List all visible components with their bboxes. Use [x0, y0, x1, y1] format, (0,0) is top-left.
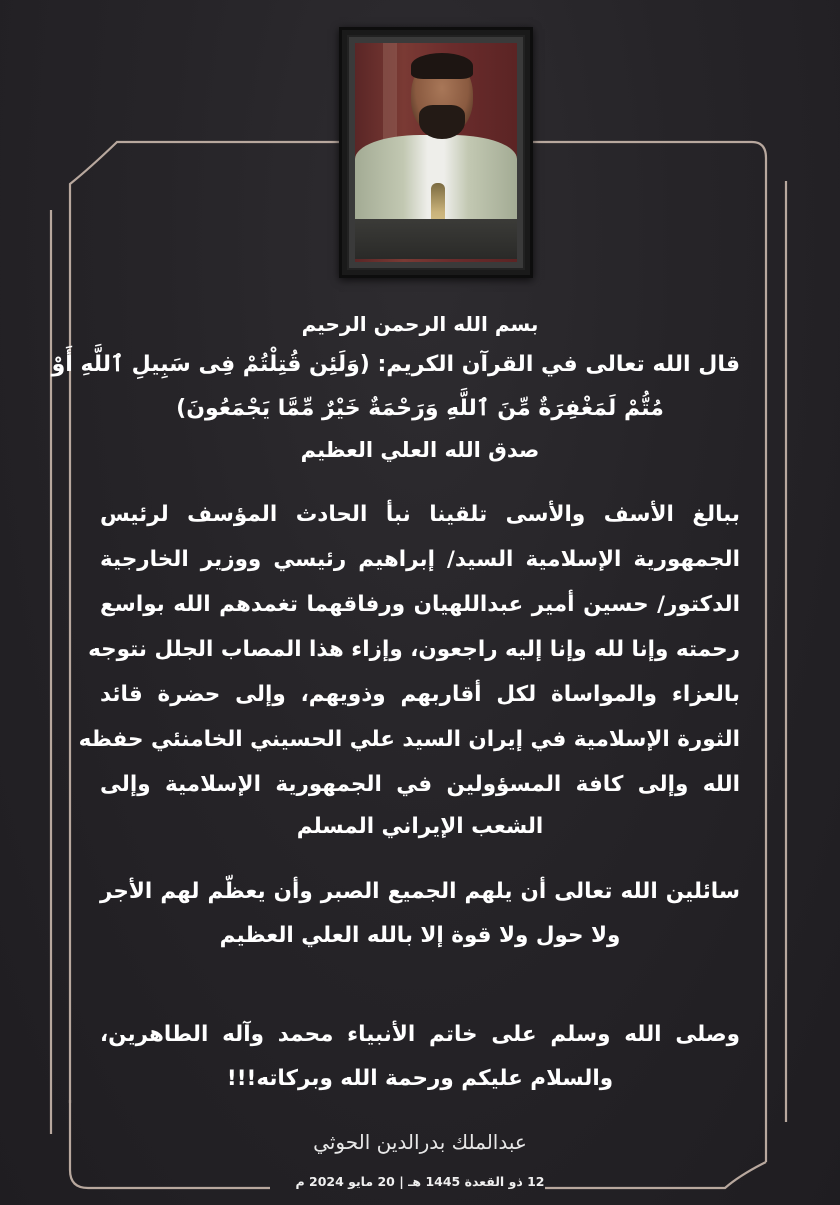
quran-verse-line-2: مُتُّمْ لَمَغْفِرَةٌ مِّنَ ٱللَّهِ وَرَحْمَةٌ خَيْرٌ مِّمَّا يَجْمَعُونَ)	[176, 396, 664, 421]
condolence-paragraph	[78, 492, 740, 847]
basmala: بسم الله الرحمن الرحيم	[301, 312, 539, 336]
body-line: رحمته وإنا لله وإنا إليه راجعون، وإزاء هذا المصاب الجلل نتوجه	[88, 637, 740, 662]
quran-verse-line-1: قال الله تعالى في القرآن الكريم: (وَلَئِن قُتِلْتُمْ فِى سَبِيلِ ٱللَّهِ أَوْ	[51, 352, 740, 377]
body-line: الثورة الإسلامية في إيران السيد علي الحسيني الخامنئي حفظه	[78, 727, 740, 752]
prayer-block	[100, 870, 740, 958]
body-line: الدكتور/ حسين أمير عبداللهيان ورفاقهما تغمدهم الله بواسع	[100, 592, 740, 617]
body-line: الشعب الإيراني المسلم	[296, 814, 544, 839]
signature: عبدالملك بدرالدين الحوثي	[313, 1130, 527, 1154]
portrait-frame	[339, 27, 533, 278]
sadaqa-line: صدق الله العلي العظيم	[300, 438, 540, 462]
body-line: الله وإلى كافة المسؤولين في الجمهورية الإسلامية وإلى	[100, 772, 740, 797]
prayer-line-2: ولا حول ولا قوة إلا بالله العلي العظيم	[219, 923, 621, 948]
header-block	[51, 306, 740, 470]
body-line: الجمهورية الإسلامية السيد/ إبراهيم رئيسي ووزير الخارجية	[100, 547, 740, 572]
date-line: 12 ذو القعدة 1445 هـ | 20 مايو 2024 م	[295, 1174, 545, 1189]
body-line: ببالغ الأسف والأسى تلقينا نبأ الحادث المؤسف لرئيس	[100, 502, 740, 527]
portrait-photo	[349, 37, 523, 268]
body-line: بالعزاء والمواساة لكل أقاربهم وذويهم، وإلى حضرة قائد	[100, 682, 740, 707]
prayer-line-1: سائلين الله تعالى أن يلهم الجميع الصبر وأن يعظّم لهم الأجر	[100, 879, 740, 904]
frame-bottom-left	[70, 1100, 270, 1188]
closing-line-2: والسلام عليكم ورحمة الله وبركاته!!!	[226, 1066, 614, 1091]
closing-line-1: وصلى الله وسلم على خاتم الأنبياء محمد وآله الطاهرين،	[100, 1022, 740, 1047]
closing-block	[100, 1013, 740, 1101]
